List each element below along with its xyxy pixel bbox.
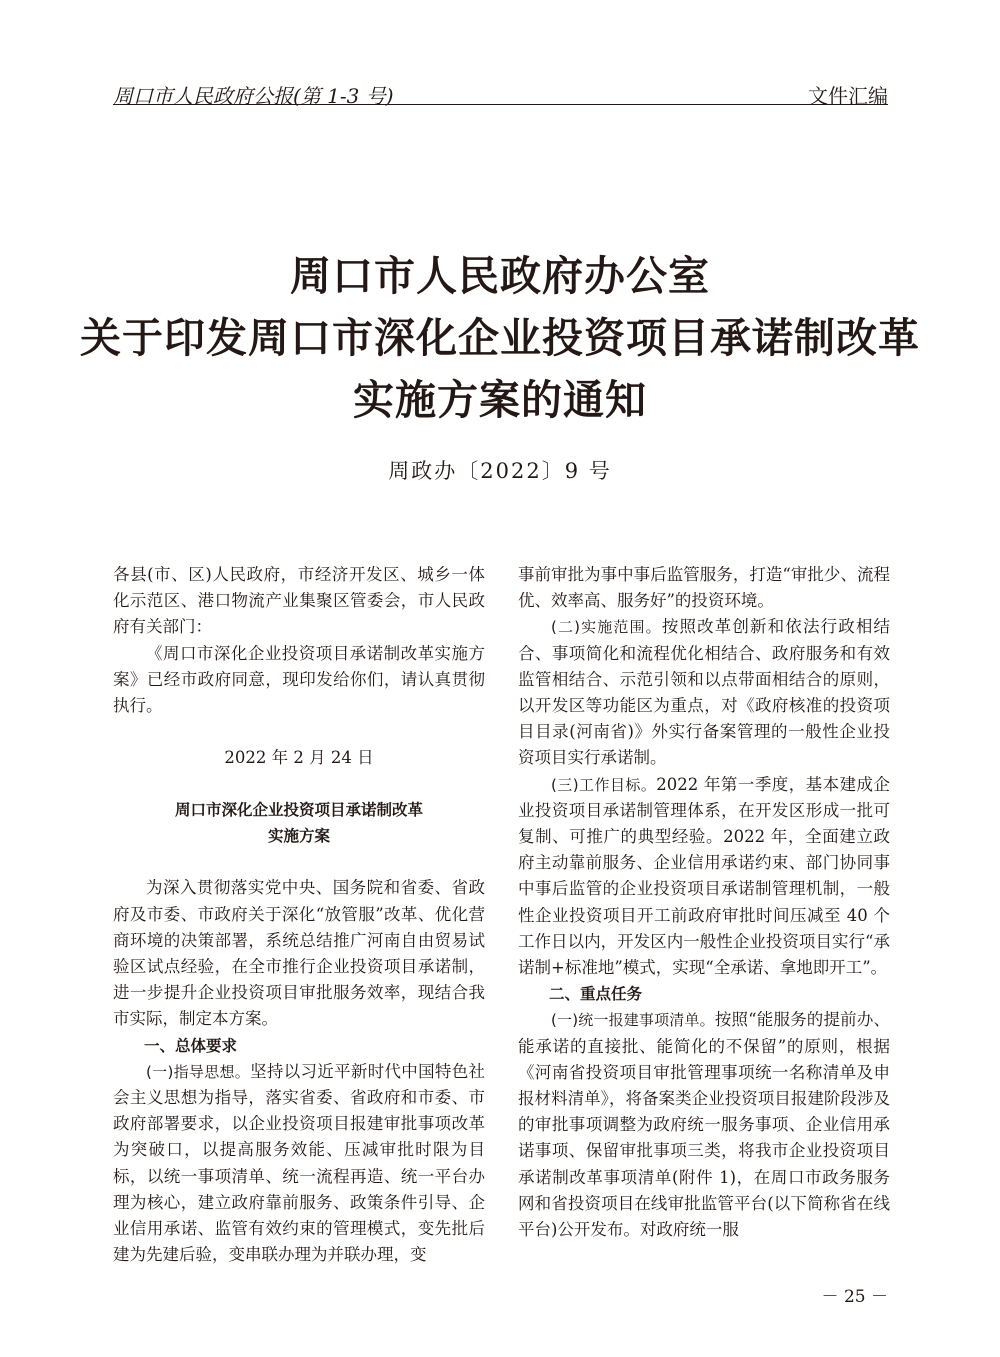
running-header-section: 文件汇编 [808,84,888,108]
notice-body: 《周口市深化企业投资项目承诺制改革实施方案》已经市政府同意，现印发给你们，请认真贯彻执行。 [113,643,485,716]
running-header-title: 周口市人民政府公报(第 1-3 号) [113,84,394,108]
plan-title-line-1: 周口市深化企业投资项目承诺制改革 [174,801,423,820]
item-label: (一)统一报建事项清单。 [551,1011,715,1030]
item-text: 按照改革创新和依法行政相结合、事项简化和流程优化相结合、政府服务和有效监管相结合、示范引领和以点带面相结合的原则，以开发区等功能区为重点，对《政府核准的投资项目目录(河南省)》外实行备案管理的一般性企业投资项目实行承诺制。 [518,617,890,768]
item-text: 坚持以习近平新时代中国特色社会主义思想为指导，落实省委、省政府和市委、市政府部署要求，以企业投资项目报建审批事项改革为突破口，以提高服务效能、压减审批时限为目标，以统一事项清单、统一流程再造、统一平台办理为核心，建立政府靠前服务、政策条件引导、企业信用承诺、监管有效约束的管理模式，变先批后建为先建后验，变串联办理为并联办理，变 [113,1061,485,1265]
document-title-line-1: 周口市人民政府办公室 [290,252,710,300]
item-label: (二)实施范围。 [551,618,662,637]
item-text: 2022 年第一季度，基本建成企业投资项目承诺制管理体系，在开发区形成一批可复制、可推广的典型经验。2022 年，全面建立政府主动靠前服务、企业信用承诺约束、部门协同事中事后监管的企业投资项目承诺制管理机制，一般性企业投资项目开工前政府审批时间压减至 40 个工作日以内，开发区内一般性企业投资项目实行“承诺制+标准地”模式，实现“全承诺、拿地即开工”。 [518,774,890,978]
continued-paragraph: 事前审批为事中事后监管服务，打造“审批少、流程优、效率高、服务好”的投资环境。 [518,565,890,611]
item-text: 按照“能服务的提前办、能承诺的直接批、能简化的不保留”的原则，根据《河南省投资项目审批管理事项统一名称清单及申报材料清单》，将备案类企业投资项目报建阶段涉及的审批事项调整为政府统一服务事项、企业信用承诺事项、保留审批事项三类，将我市企业投资项目承诺制改革事项清单(附件 1)，在周口市政务服务网和省投资项目在线审批监管平台(以下简称省在线平台)公开发布。对政府统一服 [518,1010,890,1240]
document-title-line-3: 实施方案的通知 [353,376,647,424]
document-number: 周政办〔2022〕9 号 [388,459,612,483]
item-label: (一)指导思想。 [146,1062,251,1081]
item-label: (三)工作目标。 [551,775,657,794]
document-title-line-2: 关于印发周口市深化企业投资项目承诺制改革 [80,314,920,362]
section-heading-general-requirements: 一、总体要求 [144,1036,238,1055]
left-column [113,562,485,1268]
right-column [518,562,890,1243]
header-rule [113,104,888,105]
addressee: 各县(市、区)人民政府，市经济开发区、城乡一体化示范区、港口物流产业集聚区管委会，市人民政府有关部门： [113,565,485,637]
issue-date: 2022 年 2 月 24 日 [224,748,374,768]
section-heading-key-tasks: 二、重点任务 [549,985,643,1004]
task-unify-checklist [518,1007,890,1243]
plan-title-line-2: 实施方案 [267,827,330,846]
page-number: － 25 － [821,1287,888,1307]
item-guiding-ideology [113,1059,485,1269]
item-goals [518,772,890,982]
item-scope [518,614,890,771]
plan-intro: 为深入贯彻落实党中央、国务院和省委、省政府及市委、市政府关于深化“放管服”改革、优化营商环境的决策部署，系统总结推广河南自由贸易试验区试点经验，在全市推行企业投资项目承诺制，进一步提升企业投资项目审批服务效率，现结合我市实际，制定本方案。 [113,878,485,1029]
